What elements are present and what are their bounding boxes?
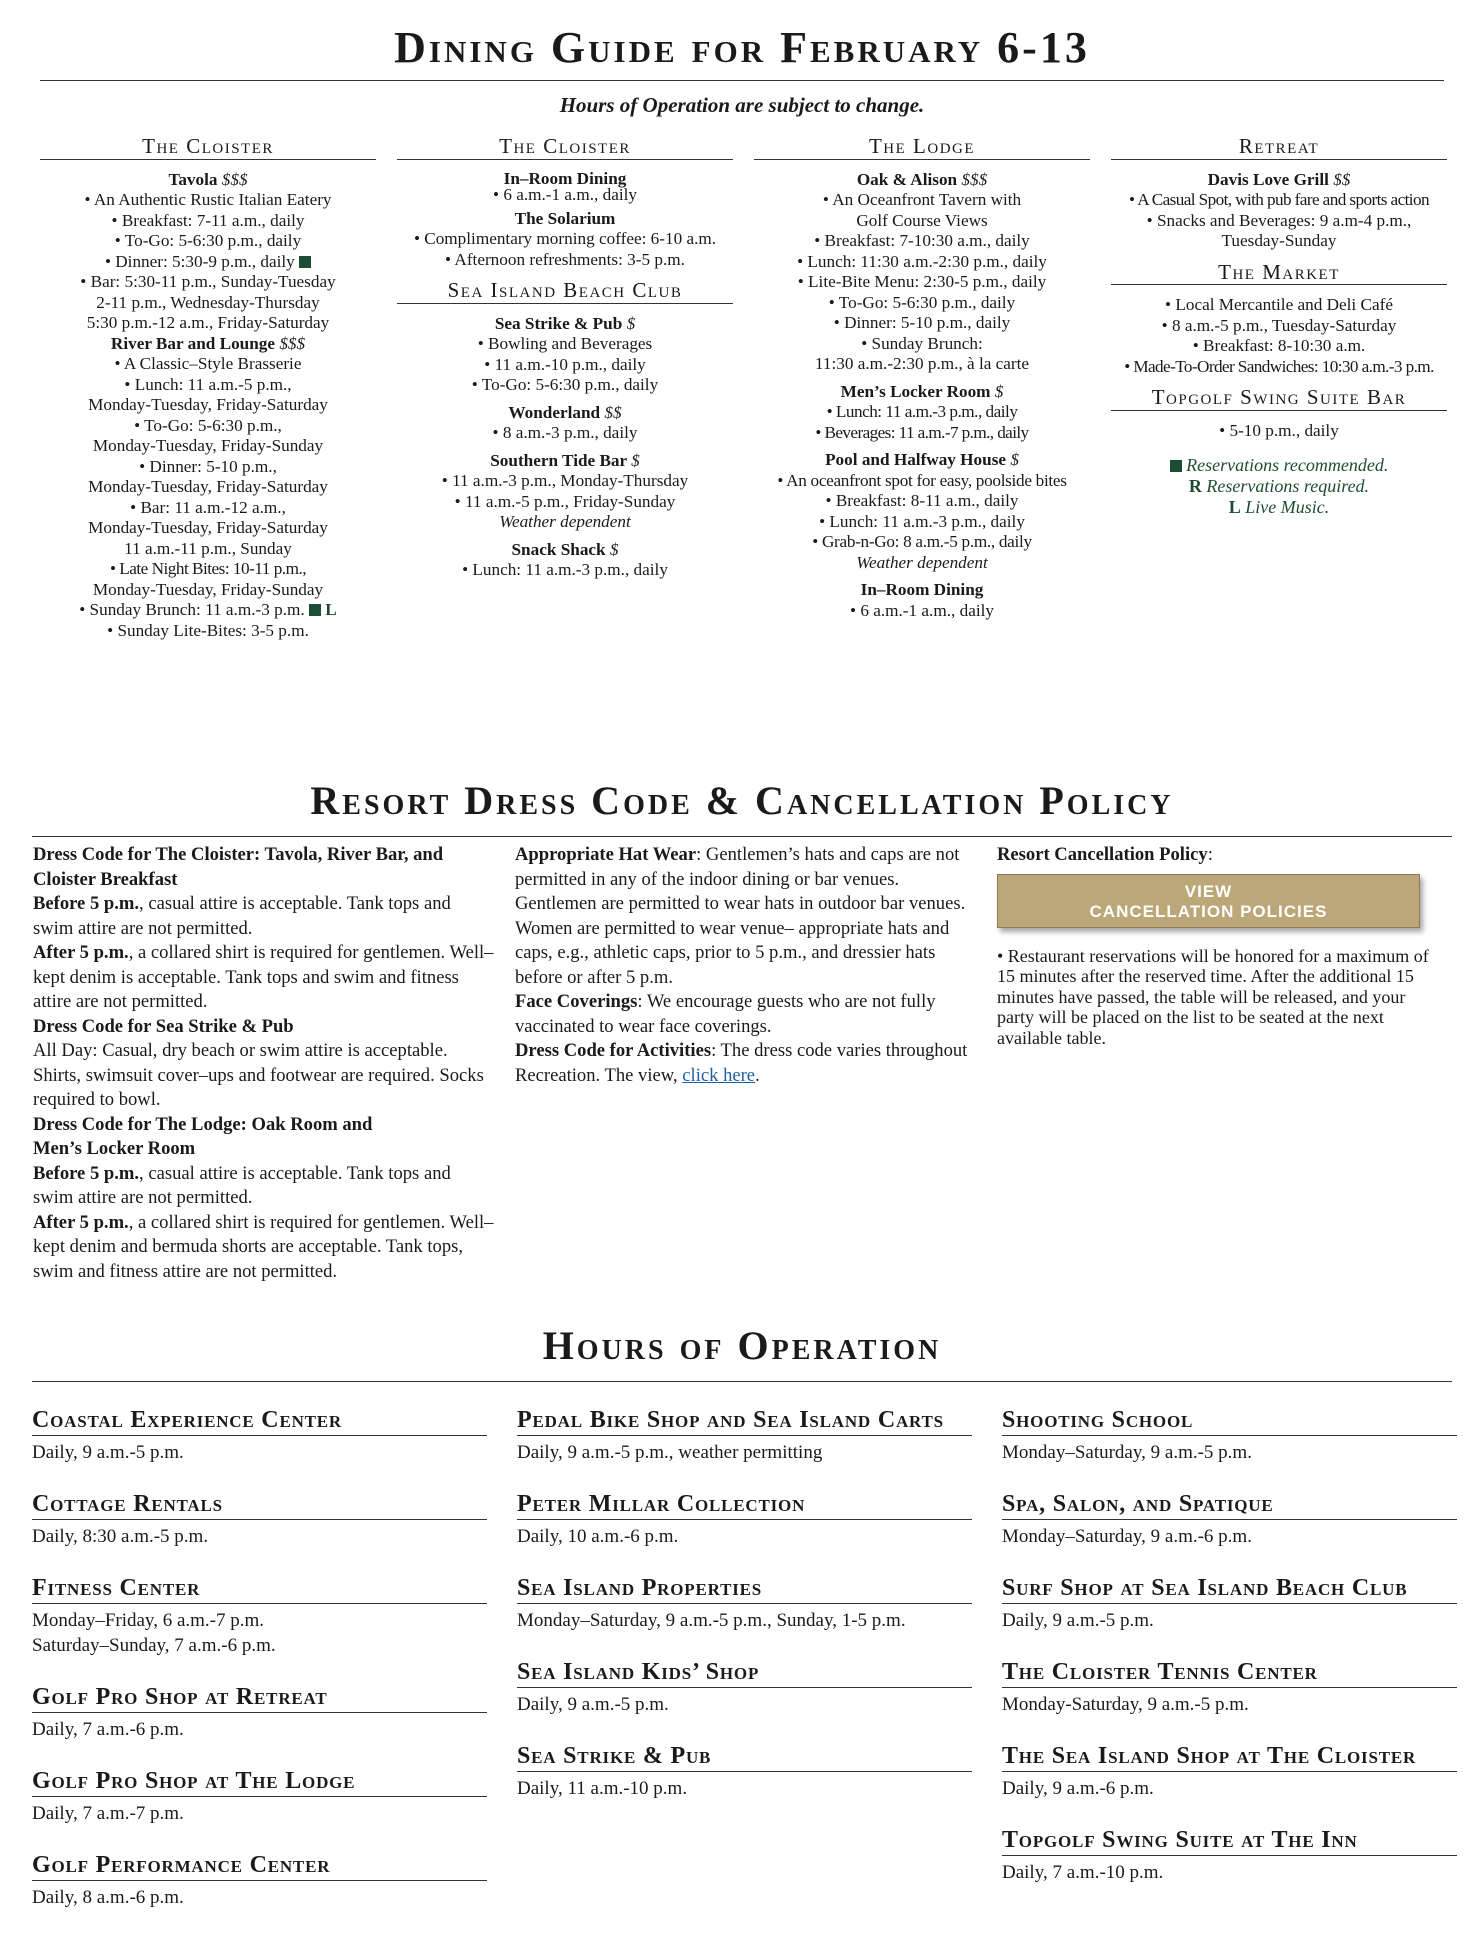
hours-item xyxy=(1002,1406,1457,1465)
weather-note: Weather dependent xyxy=(856,552,988,572)
activities-label: Dress Code for Activities xyxy=(515,1040,712,1061)
hours-change-note: Hours of Operation are subject to change. xyxy=(559,93,925,117)
hours-item-name: Sea Island Properties xyxy=(517,1574,972,1604)
hours-item xyxy=(32,1406,487,1465)
hours-item-name: Surf Shop at Sea Island Beach Club xyxy=(1002,1574,1457,1604)
venue-line: • 6 a.m.-1 a.m., daily xyxy=(493,184,637,204)
venue-line: • An Oceanfront Tavern with xyxy=(822,190,1022,209)
venue-line: • Dinner: 5:30-9 p.m., daily xyxy=(104,251,295,271)
section-heading: Sea Island Beach Club xyxy=(397,280,733,304)
venue-name: Southern Tide Bar xyxy=(490,450,627,470)
hours-item-hours: Daily, 7 a.m.-10 p.m. xyxy=(1002,1862,1164,1883)
venue-line: Monday-Tuesday, Friday-Saturday xyxy=(88,395,328,414)
hours-item-name: The Sea Island Shop at The Cloister xyxy=(1002,1742,1457,1772)
hat-wear-label: Appropriate Hat Wear xyxy=(515,844,697,865)
venue-name: Tavola xyxy=(168,169,218,189)
venue-name: Sea Strike & Pub xyxy=(494,313,623,333)
venue-line: • 11 a.m.-3 p.m., Monday-Thursday xyxy=(441,471,689,490)
hours-item-name: Sea Island Kids’ Shop xyxy=(517,1658,972,1688)
venue-line: • Beverages: 11 a.m.-7 p.m., daily xyxy=(815,422,1029,442)
venue-line: • Dinner: 5-10 p.m., xyxy=(139,456,277,476)
page-title: Dining Guide for February 6-13 xyxy=(394,23,1090,72)
venue-line: • Dinner: 5-10 p.m., daily xyxy=(833,313,1011,332)
venue-name: Oak & Alison xyxy=(856,169,958,189)
venue-line: • Breakfast: 8-10:30 a.m. xyxy=(1192,336,1366,355)
venue-name: Men’s Locker Room xyxy=(840,381,991,401)
hours-item-name: Golf Pro Shop at Retreat xyxy=(32,1683,487,1713)
hours-divider xyxy=(32,1381,1452,1382)
venue-line: • A Classic–Style Brasserie xyxy=(114,354,302,373)
price-level: $ xyxy=(994,381,1004,401)
legend-music-mark: L xyxy=(1228,497,1241,517)
click-here-link[interactable]: click here xyxy=(682,1064,756,1086)
hours-item-hours: Monday–Friday, 6 a.m.-7 p.m. Saturday–Sunday, 7 a.m.-6 p.m. xyxy=(32,1610,276,1656)
reservations-recommended-icon xyxy=(1170,460,1182,472)
dining-column-2 xyxy=(397,136,733,581)
venue-line: • Bar: 5:30-11 p.m., Sunday-Tuesday xyxy=(80,272,336,291)
hours-item xyxy=(1002,1490,1457,1549)
venue-river-bar xyxy=(40,334,376,642)
hours-item xyxy=(32,1683,487,1742)
price-level: $ xyxy=(631,450,640,470)
hours-item-name: Peter Millar Collection xyxy=(517,1490,972,1520)
dress-divider xyxy=(32,836,1452,837)
hours-item xyxy=(1002,1826,1457,1885)
hours-item-name: Sea Strike & Pub xyxy=(517,1742,972,1772)
venue-line: • To-Go: 5-6:30 p.m., daily xyxy=(114,231,302,250)
cloister-after5-text: , a collared shirt is required for gentlemen. Well–kept denim is acceptable. Tank tops and swim and fitness attire are not permitted. xyxy=(33,942,494,1012)
cancellation-column xyxy=(997,843,1442,1048)
hours-item-name: The Cloister Tennis Center xyxy=(1002,1658,1457,1688)
venue-line: • Lunch: 11 a.m.-3 p.m., daily xyxy=(462,560,668,579)
hours-item-hours: Monday–Saturday, 9 a.m.-5 p.m., Sunday, 1-5 p.m. xyxy=(517,1610,906,1631)
venue-name: The Solarium xyxy=(514,208,616,228)
venue-line: • Breakfast: 7-11 a.m., daily xyxy=(111,210,305,230)
dining-column-3 xyxy=(754,136,1090,621)
reservations-recommended-icon xyxy=(309,604,321,616)
price-level: $$$ xyxy=(221,169,248,189)
venue-line: 5:30 p.m.-12 a.m., Friday-Saturday xyxy=(86,313,330,332)
venue-line: • Sunday Brunch: 11 a.m.-3 p.m. xyxy=(79,600,305,619)
hours-item-name: Golf Performance Center xyxy=(32,1851,487,1881)
venue-line: • Snacks and Beverages: 9 a.m-4 p.m., xyxy=(1146,210,1412,230)
venue-line: • 6 a.m.-1 a.m., daily xyxy=(850,600,994,620)
venue-line: Monday-Tuesday, Friday-Saturday xyxy=(88,518,328,537)
price-level: $$$ xyxy=(961,169,988,189)
hours-item-hours: Daily, 7 a.m.-7 p.m. xyxy=(32,1803,184,1824)
venue-line: 11:30 a.m.-2:30 p.m., à la carte xyxy=(814,354,1030,373)
venue-line: • 8 a.m.-3 p.m., daily xyxy=(492,423,638,442)
venue-line: Monday-Tuesday, Friday-Sunday xyxy=(92,579,324,599)
activities-text: : The dress code varies throughout Recreation. The view, xyxy=(515,1040,968,1086)
hours-item-hours: Daily, 9 a.m.-6 p.m. xyxy=(1002,1778,1154,1799)
seastrike-dress-heading: Dress Code for Sea Strike & Pub xyxy=(33,1015,294,1037)
dining-column-4 xyxy=(1111,136,1447,518)
reservations-recommended-icon xyxy=(299,256,311,268)
venue-line: • Late Night Bites: 10-11 p.m., xyxy=(109,559,307,578)
section-heading: The Cloister xyxy=(397,136,733,160)
venue-line: • Lunch: 11:30 a.m.-2:30 p.m., daily xyxy=(797,251,1047,271)
hours-item-hours: Daily, 9 a.m.-5 p.m. xyxy=(517,1694,669,1715)
hours-item-hours: Daily, 8 a.m.-6 p.m. xyxy=(32,1887,184,1908)
section-heading: The Cloister xyxy=(40,136,376,160)
venue-line: • To-Go: 5-6:30 p.m., daily xyxy=(828,292,1016,312)
hours-item-hours: Daily, 10 a.m.-6 p.m. xyxy=(517,1526,679,1547)
venue-line: • Sunday Brunch: xyxy=(861,333,983,353)
legend-music: Live Music. xyxy=(1245,497,1330,517)
price-level: $$ xyxy=(1333,169,1351,189)
lodge-dress-heading: Dress Code for The Lodge: Oak Room and Men’s Locker Room xyxy=(33,1113,373,1159)
hours-item-name: Topgolf Swing Suite at The Inn xyxy=(1002,1826,1457,1856)
hours-item-name: Golf Pro Shop at The Lodge xyxy=(32,1767,487,1797)
price-level: $$$ xyxy=(279,333,306,353)
hours-item xyxy=(517,1490,972,1549)
hours-item xyxy=(32,1851,487,1910)
venue-line: • Sunday Lite-Bites: 3-5 p.m. xyxy=(107,620,309,640)
venue-line: 11 a.m.-11 p.m., Sunday xyxy=(124,538,292,558)
hours-column-1 xyxy=(32,1406,487,1935)
face-coverings-text: : We encourage guests who are not fully vaccinated to wear face coverings. xyxy=(515,991,936,1037)
hours-item-hours: Daily, 7 a.m.-6 p.m. xyxy=(32,1719,184,1740)
venue-line: • Breakfast: 8-11 a.m., daily xyxy=(825,491,1019,510)
legend-recommended: Reservations recommended. xyxy=(1186,455,1389,475)
cloister-before5-text: , casual attire is acceptable. Tank tops and swim attire are not permitted. xyxy=(33,893,451,939)
venue-line: • Lunch: 11 a.m.-5 p.m., xyxy=(124,374,292,394)
venue-name: River Bar and Lounge xyxy=(110,333,276,353)
price-level: $ xyxy=(1010,450,1019,469)
section-heading: The Market xyxy=(1111,262,1447,286)
live-music-mark: L xyxy=(325,600,337,619)
venue-line: • An oceanfront spot for easy, poolside bites xyxy=(777,470,1067,490)
after-5-label: After 5 p.m. xyxy=(33,1211,129,1233)
venue-line: • 8 a.m.-5 p.m., Tuesday-Saturday xyxy=(1161,315,1397,335)
venue-line: • A Casual Spot, with pub fare and sports action xyxy=(1129,190,1429,209)
hat-wear-text: : Gentlemen’s hats and caps are not permitted in any of the indoor dining or bar venues. Gentlemen are permitted to wear hats in outdoor bar venues. Women are permitted to wear venue– appropriate hats and caps, e.g., athletic caps, prior to 5 p.m., and dressier hats before or after 5 p.m. xyxy=(515,844,966,988)
legend xyxy=(1111,455,1447,518)
venue-name: Davis Love Grill xyxy=(1207,169,1329,189)
cloister-dress-heading: Dress Code for The Cloister: Tavola, River Bar, and Cloister Breakfast xyxy=(33,844,444,890)
cancellation-text: • Restaurant reservations will be honored for a maximum of 15 minutes after the reserved time. After the additional 15 minutes have passed, the table will be released, and your party will be placed on the list to be seated at the next available table. xyxy=(997,945,1429,1048)
venue-line: • Grab-n-Go: 8 a.m.-5 p.m., daily xyxy=(812,532,1032,551)
legend-required-mark: R xyxy=(1188,476,1202,496)
hours-item xyxy=(32,1574,487,1658)
section-heading: The Lodge xyxy=(754,136,1090,160)
venue-line: • Lunch: 11 a.m.-3 p.m., daily xyxy=(819,511,1025,531)
before-5-label: Before 5 p.m. xyxy=(33,1162,140,1184)
price-level: $ xyxy=(609,539,619,559)
hours-item-name: Spa, Salon, and Spatique xyxy=(1002,1490,1457,1520)
hours-item-name: Coastal Experience Center xyxy=(32,1406,487,1436)
price-level: $$ xyxy=(604,402,622,422)
hours-item xyxy=(517,1658,972,1717)
hours-item-hours: Daily, 9 a.m.-5 p.m., weather permitting xyxy=(517,1442,823,1463)
hours-item xyxy=(1002,1658,1457,1717)
venue-line: • Local Mercantile and Deli Café xyxy=(1165,295,1393,314)
venue-name: In–Room Dining xyxy=(503,168,627,188)
hours-item xyxy=(517,1742,972,1801)
hours-item-hours: Daily, 9 a.m.-5 p.m. xyxy=(32,1442,184,1463)
weather-note: Weather dependent xyxy=(499,512,631,531)
hours-item-hours: Monday-Saturday, 9 a.m.-5 p.m. xyxy=(1002,1694,1249,1715)
venue-line: • To-Go: 5-6:30 p.m., xyxy=(134,415,282,435)
activities-period: . xyxy=(755,1064,760,1086)
hours-column-2 xyxy=(517,1406,972,1826)
venue-name: Snack Shack xyxy=(511,539,606,559)
hours-item xyxy=(1002,1574,1457,1633)
dress-code-title: Resort Dress Code & Cancellation Policy xyxy=(310,778,1174,823)
legend-required: Reservations required. xyxy=(1206,476,1370,496)
venue-line: • Lunch: 11 a.m.-3 p.m., daily xyxy=(826,402,1018,421)
face-coverings-label: Face Coverings xyxy=(515,991,638,1012)
hours-item-hours: Daily, 9 a.m.-5 p.m. xyxy=(1002,1610,1154,1631)
price-level: $ xyxy=(626,313,636,333)
venue-line: Tuesday-Sunday xyxy=(1221,231,1337,250)
hours-item-name: Fitness Center xyxy=(32,1574,487,1604)
venue-line: Monday-Tuesday, Friday-Saturday xyxy=(88,477,328,496)
venue-line: 2-11 p.m., Wednesday-Thursday xyxy=(96,292,320,312)
title-divider xyxy=(40,80,1444,81)
dress-code-column-2 xyxy=(515,843,970,1088)
venue-line: • 5-10 p.m., daily xyxy=(1219,420,1339,440)
venue-line: Golf Course Views xyxy=(856,210,988,230)
view-cancellation-policies-button[interactable]: VIEW CANCELLATION POLICIES xyxy=(997,874,1420,928)
hours-item-name: Pedal Bike Shop and Sea Island Carts xyxy=(517,1406,972,1436)
hours-title: Hours of Operation xyxy=(542,1323,942,1368)
hours-item xyxy=(32,1490,487,1549)
hours-item-hours: Daily, 11 a.m.-10 p.m. xyxy=(517,1778,688,1799)
section-heading: Retreat xyxy=(1111,136,1447,160)
hours-column-3 xyxy=(1002,1406,1457,1910)
cancellation-colon: : xyxy=(1207,844,1213,865)
cancellation-label: Resort Cancellation Policy xyxy=(997,844,1208,865)
hours-item xyxy=(517,1406,972,1465)
venue-line: • Bowling and Beverages xyxy=(477,334,653,353)
venue-line: • Breakfast: 7-10:30 a.m., daily xyxy=(814,231,1030,250)
venue-line: • Afternoon refreshments: 3-5 p.m. xyxy=(445,249,685,269)
venue-line: • Bar: 11 a.m.-12 a.m., xyxy=(130,497,286,517)
venue-tavola xyxy=(40,170,376,334)
before-5-label: Before 5 p.m. xyxy=(33,893,140,914)
venue-name: Pool and Halfway House xyxy=(825,450,1007,469)
section-heading: Topgolf Swing Suite Bar xyxy=(1111,387,1447,411)
hours-item-hours: Monday–Saturday, 9 a.m.-6 p.m. xyxy=(1002,1526,1252,1547)
hours-item xyxy=(1002,1742,1457,1801)
hours-item-hours: Monday–Saturday, 9 a.m.-5 p.m. xyxy=(1002,1442,1252,1463)
venue-line: • 11 a.m.-5 p.m., Friday-Sunday xyxy=(454,491,676,511)
hours-item xyxy=(32,1767,487,1826)
venue-name: In–Room Dining xyxy=(860,580,984,599)
venue-line: • An Authentic Rustic Italian Eatery xyxy=(84,190,332,209)
venue-line: • Made-To-Order Sandwiches: 10:30 a.m.-3 p.m. xyxy=(1124,356,1434,376)
hours-item-name: Cottage Rentals xyxy=(32,1490,487,1520)
hours-item xyxy=(517,1574,972,1633)
dining-column-1 xyxy=(40,136,376,641)
hours-item-name: Shooting School xyxy=(1002,1406,1457,1436)
lodge-before5-text: , casual attire is acceptable. Tank tops and swim attire are not permitted. xyxy=(33,1162,451,1208)
venue-line: Monday-Tuesday, Friday-Sunday xyxy=(92,436,324,455)
seastrike-dress-text: All Day: Casual, dry beach or swim attire is acceptable. Shirts, swimsuit cover–ups and footwear are required. Socks required to bowl. xyxy=(33,1040,484,1110)
venue-line: • 11 a.m.-10 p.m., daily xyxy=(484,354,646,374)
venue-line: • Lite-Bite Menu: 2:30-5 p.m., daily xyxy=(797,272,1047,291)
lodge-after5-text: , a collared shirt is required for gentlemen. Well–kept denim and bermuda shorts are acceptable. Tank tops, swim and fitness attire are not permitted. xyxy=(33,1211,494,1282)
venue-line: • To-Go: 5-6:30 p.m., daily xyxy=(471,375,659,394)
dress-code-column-1 xyxy=(33,843,495,1284)
after-5-label: After 5 p.m. xyxy=(33,942,129,963)
venue-line: • Complimentary morning coffee: 6-10 a.m. xyxy=(413,229,717,248)
venue-name: Wonderland xyxy=(508,402,601,422)
hours-item-hours: Daily, 8:30 a.m.-5 p.m. xyxy=(32,1526,209,1547)
